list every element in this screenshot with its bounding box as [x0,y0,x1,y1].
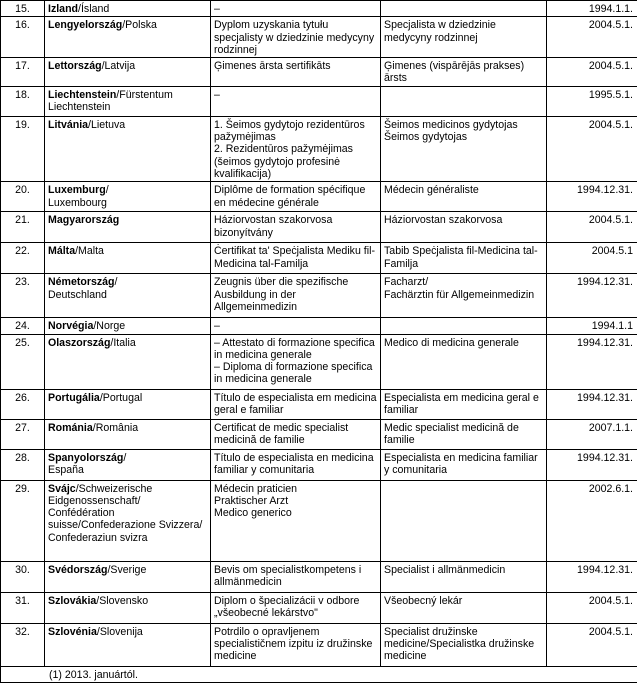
reference-date-cell: 2002.6.1. [547,480,637,561]
country-cell [45,592,211,623]
footnote-row [1,666,637,682]
table-row [1,318,637,334]
diploma-cell: Certificat de medic specialist medicină de familie [211,419,381,449]
professional-title-cell: Specialist družinske medicine/Specialistka družinske medicine [381,623,547,666]
table-row [1,116,637,181]
country-cell [45,561,211,592]
country-name-hungarian: Lettország [48,60,102,72]
professional-title-cell: Especialista en medicina familiar y comunitaria [381,449,547,480]
country-name-native: /Lietuva [88,119,125,131]
country-name-hungarian: Olaszország [48,337,110,349]
country-cell [45,1,211,17]
professional-title-cell: Specialist i allmänmedicin [381,561,547,592]
reference-date-cell: 2004.5.1. [547,623,637,666]
professional-title-cell: Medico di medicina generale [381,334,547,389]
country-name-hungarian: Svájc [48,483,76,495]
row-number: 15. [1,1,45,17]
table-row [1,17,637,58]
reference-date-cell: 2004.5.1 [547,243,637,274]
table-row [1,623,637,666]
diploma-cell: Título de especialista en medicina familiar y comunitaria [211,449,381,480]
country-name-native: /Portugal [100,392,142,404]
country-name-native: /Polska [122,19,157,31]
diploma-cell: Zeugnis über die spezifische Ausbildung in der Allgemeinmedizin [211,274,381,318]
diploma-cell: – [211,318,381,334]
row-number: 25. [1,334,45,389]
professional-title-cell: Háziorvostan szakorvosa [381,212,547,243]
country-name-hungarian: Szlovákia [48,595,96,607]
row-number: 28. [1,449,45,480]
country-cell [45,86,211,116]
footnote: (1) 2013. januártól. [1,666,637,682]
country-cell [45,334,211,389]
professional-title-cell: Tabib Speċjalista fil-Medicina tal-Familja [381,243,547,274]
row-number: 29. [1,480,45,561]
country-name-hungarian: Spanyolország [48,452,123,464]
reference-date-cell: 1994.12.31. [547,182,637,212]
reference-date-cell: 1995.5.1. [547,86,637,116]
country-cell [45,212,211,243]
professional-title-cell: Specjalista w dziedzinie medycyny rodzinnej [381,17,547,58]
diploma-cell: – [211,86,381,116]
country-cell [45,58,211,87]
diploma-cell: Diplôme de formation spécifique en médecine générale [211,182,381,212]
professional-title-cell [381,480,547,561]
row-number: 17. [1,58,45,87]
country-name-hungarian: Svédország [48,564,107,576]
reference-date-cell: 2007.1.1. [547,419,637,449]
diploma-cell: Ċertifikat ta' Speċjalista Mediku fil-Medicina tal-Familja [211,243,381,274]
country-cell [45,116,211,181]
country-cell [45,318,211,334]
professional-title-cell: Médecin généraliste [381,182,547,212]
table-row [1,389,637,419]
reference-date-cell: 2004.5.1. [547,116,637,181]
table-row [1,449,637,480]
table-row [1,274,637,318]
country-cell [45,480,211,561]
reference-date-cell: 1994.12.31. [547,389,637,419]
country-cell [45,389,211,419]
diploma-cell: Diplom o špecializácii v odbore „všeobecné lekárstvo" [211,592,381,623]
country-name-hungarian: Magyarország [48,214,119,226]
diploma-cell: Ģimenes ārsta sertifikāts [211,58,381,87]
reference-date-cell: 1994.12.31. [547,561,637,592]
reference-date-cell: 1994.12.31. [547,274,637,318]
country-name-native: /Norge [93,320,125,332]
reference-date-cell: 1994.12.31. [547,449,637,480]
country-name-hungarian: Litvánia [48,119,88,131]
reference-date-cell: 1994.1.1. [547,1,637,17]
country-name-native: /Slovenija [97,626,143,638]
country-name-hungarian: Németország [48,276,115,288]
reference-date-cell: 2004.5.1. [547,58,637,87]
row-number: 18. [1,86,45,116]
diploma-cell: Dyplom uzyskania tytułu specjalisty w dziedzinie medycyny rodzinnej [211,17,381,58]
row-number: 26. [1,389,45,419]
table-row [1,182,637,212]
table-row [1,212,637,243]
country-name-native: /Malta [75,245,104,257]
table-row [1,1,637,17]
row-number: 21. [1,212,45,243]
table-row [1,480,637,561]
country-name-native: /Fürstentum Liechtenstein [48,89,173,113]
table-row [1,419,637,449]
table-body [1,1,637,683]
row-number: 16. [1,17,45,58]
country-name-hungarian: Lengyelország [48,19,122,31]
professional-title-cell: Especialista em medicina geral e familiar [381,389,547,419]
country-cell [45,623,211,666]
row-number: 24. [1,318,45,334]
country-name-native: /Italia [110,337,135,349]
row-number: 32. [1,623,45,666]
country-name-native: / España [48,452,126,476]
reference-date-cell: 1994.12.31. [547,334,637,389]
country-name-native: / Deutschland [48,276,117,300]
reference-date-cell: 2004.5.1. [547,212,637,243]
table-row [1,243,637,274]
country-name-native: /România [93,422,138,434]
professional-title-cell: Všeobecný lekár [381,592,547,623]
diploma-cell: 1. Šeimos gydytojo rezidentūros pažymėjimas 2. Rezidentūros pažymėjimas (šeimos gydytojo profesinė kvalifikacija) [211,116,381,181]
diploma-cell: Potrdilo o opravljenem specialističnem izpitu iz družinske medicine [211,623,381,666]
professional-title-cell [381,318,547,334]
country-cell [45,419,211,449]
country-name-hungarian: Luxemburg [48,184,106,196]
row-number: 22. [1,243,45,274]
reference-date-cell: 2004.5.1. [547,17,637,58]
diploma-cell: – Attestato di formazione specifica in medicina generale – Diploma di formazione specifica in medicina generale [211,334,381,389]
professional-title-cell: Medic specialist medicină de familie [381,419,547,449]
country-name-hungarian: Liechtenstein [48,89,116,101]
row-number: 30. [1,561,45,592]
country-name-native: / Luxembourg [48,184,109,208]
country-cell [45,274,211,318]
country-name-hungarian: Norvégia [48,320,93,332]
country-name-native: /Sverige [107,564,146,576]
country-cell [45,449,211,480]
diploma-cell: – [211,1,381,17]
professional-title-cell [381,86,547,116]
country-name-native: /Schweizerische Eidgenossenschaft/ Confédération suisse/Confederazione Svizzera/ Confederaziun svizra [48,483,202,544]
row-number: 27. [1,419,45,449]
country-name-native: /Latvija [102,60,136,72]
country-name-hungarian: Románia [48,422,93,434]
diploma-cell: Háziorvostan szakorvosa bizonyítvány [211,212,381,243]
country-name-native: /Slovensko [96,595,148,607]
country-name-native: /Ísland [78,3,109,15]
table-row [1,561,637,592]
country-cell [45,243,211,274]
professional-title-cell [381,1,547,17]
professional-title-cell: Facharzt/ Fachärztin für Allgemeinmedizin [381,274,547,318]
country-name-hungarian: Szlovénia [48,626,97,638]
country-cell [45,182,211,212]
country-name-hungarian: Málta [48,245,75,257]
professional-title-cell: Ģimenes (vispārējās prakses) ārsts [381,58,547,87]
diploma-cell: Título de especialista em medicina geral e familiar [211,389,381,419]
table-row [1,592,637,623]
row-number: 20. [1,182,45,212]
reference-date-cell: 1994.1.1 [547,318,637,334]
country-name-hungarian: Portugália [48,392,100,404]
diploma-cell: Bevis om specialistkompetens i allmänmedicin [211,561,381,592]
table-row [1,334,637,389]
table-row [1,58,637,87]
diploma-cell: Médecin praticien Praktischer Arzt Medico generico [211,480,381,561]
reference-date-cell: 2004.5.1. [547,592,637,623]
row-number: 23. [1,274,45,318]
professional-title-cell: Šeimos medicinos gydytojas Šeimos gydytojas [381,116,547,181]
row-number: 19. [1,116,45,181]
country-cell [45,17,211,58]
row-number: 31. [1,592,45,623]
table-row [1,86,637,116]
country-name-hungarian: Izland [48,3,78,15]
